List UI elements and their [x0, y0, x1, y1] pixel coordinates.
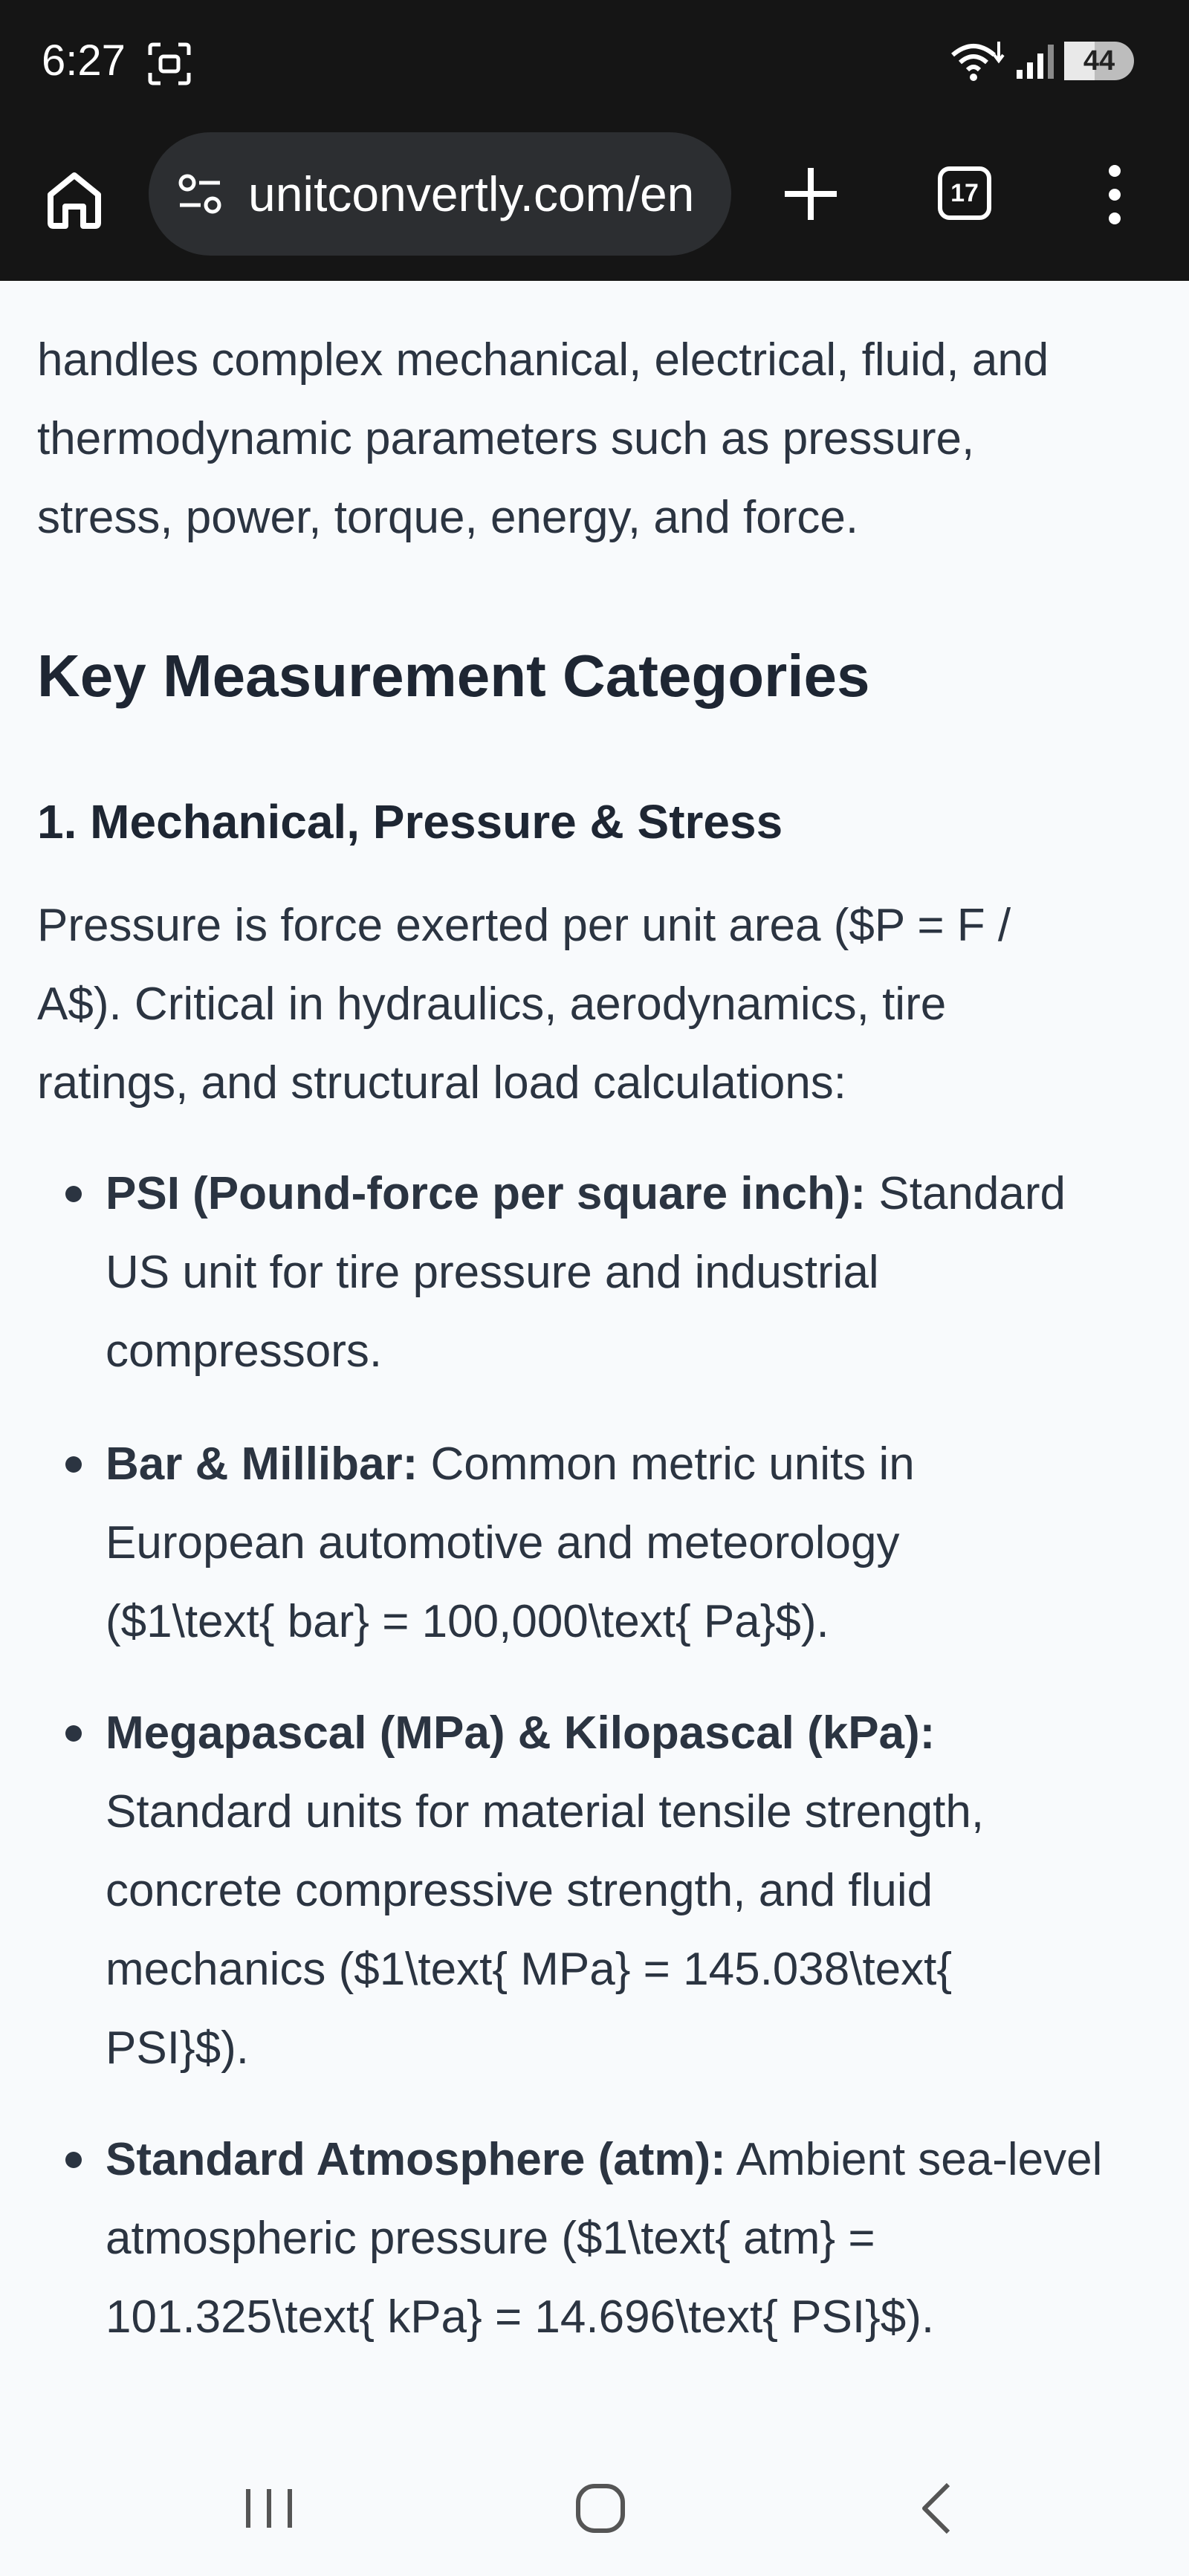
list-item-line: concrete compressive strength, and fluid	[106, 1865, 933, 1916]
address-bar[interactable]	[149, 132, 731, 256]
list-item-first-line	[106, 2121, 1161, 2199]
home-circle-icon[interactable]	[571, 2479, 630, 2538]
list-item-line: ($1\text{ bar} = 100,000\text{ Pa}$).	[106, 1596, 829, 1647]
battery-icon	[1064, 42, 1134, 80]
list-item-line: European automotive and meteorology	[106, 1517, 900, 1568]
list-item	[106, 1155, 1161, 1391]
list-item-line: PSI}$).	[106, 2022, 249, 2074]
list-item-line: mechanics ($1\text{ MPa} = 145.038\text{	[106, 1944, 953, 1995]
intro-line-3: stress, power, torque, energy, and force.	[37, 492, 859, 543]
list-item-line: 101.325\text{ kPa} = 14.696\text{ PSI}$).	[106, 2291, 935, 2343]
pressure-line-1: Pressure is force exerted per unit area ($P = F /	[37, 900, 1011, 951]
list-item-text: Common metric units in	[418, 1438, 915, 1490]
site-info-icon[interactable]	[175, 169, 224, 218]
battery-level-text: 44	[1083, 45, 1115, 77]
signal-icon	[1015, 42, 1057, 80]
tabs-icon[interactable]	[938, 166, 991, 220]
browser-toolbar	[0, 128, 1189, 281]
bullet-marker	[65, 2152, 82, 2168]
bullet-marker	[65, 1456, 82, 1473]
list-item-line: atmospheric pressure ($1\text{ atm} =	[106, 2213, 875, 2264]
url-text[interactable]: unitconvertly.com/en	[248, 166, 695, 221]
tab-count: 17	[950, 179, 979, 207]
pressure-line-2: A$). Critical in hydraulics, aerodynamics, tire	[37, 979, 947, 1030]
list-item-term: Standard Atmosphere (atm):	[106, 2134, 726, 2185]
list-item	[106, 2121, 1161, 2357]
list-item-first-line	[106, 1425, 1161, 1504]
intro-line-2: thermodynamic parameters such as pressure,	[37, 413, 975, 464]
list-item-first-line	[106, 1155, 1161, 1233]
plus-icon[interactable]	[777, 160, 844, 227]
list-item-line: Standard units for material tensile strength,	[106, 1786, 985, 1837]
bullet-marker	[65, 1186, 82, 1202]
bullet-marker	[65, 1725, 82, 1742]
intro-line-1: handles complex mechanical, electrical, fluid, and	[37, 334, 1049, 386]
status-bar	[0, 0, 1189, 128]
list-item-line: compressors.	[106, 1326, 383, 1377]
system-nav-bar	[0, 2452, 1189, 2576]
recents-icon[interactable]	[239, 2479, 299, 2538]
wifi-icon	[950, 39, 1009, 83]
section-heading: Key Measurement Categories	[37, 643, 870, 709]
status-time: 6:27	[42, 36, 126, 85]
subsection-heading: 1. Mechanical, Pressure & Stress	[37, 795, 783, 849]
list-item-first-line	[106, 1694, 1161, 1773]
list-item-text: Standard	[866, 1168, 1066, 1219]
home-icon[interactable]	[37, 162, 111, 236]
pressure-line-3: ratings, and structural load calculations:	[37, 1057, 847, 1109]
list-item	[106, 1425, 1161, 1661]
list-item-text: Ambient sea-level	[725, 2134, 1103, 2185]
list-item-term: PSI (Pound-force per square inch):	[106, 1168, 866, 1219]
more-vert-icon[interactable]	[1098, 158, 1131, 232]
list-item	[106, 1694, 1161, 2088]
list-item-line: US unit for tire pressure and industrial	[106, 1247, 879, 1298]
back-icon[interactable]	[908, 2479, 968, 2538]
list-item-term: Megapascal (MPa) & Kilopascal (kPa):	[106, 1707, 936, 1759]
screenshot-icon	[146, 40, 193, 88]
list-item-term: Bar & Millibar:	[106, 1438, 418, 1490]
